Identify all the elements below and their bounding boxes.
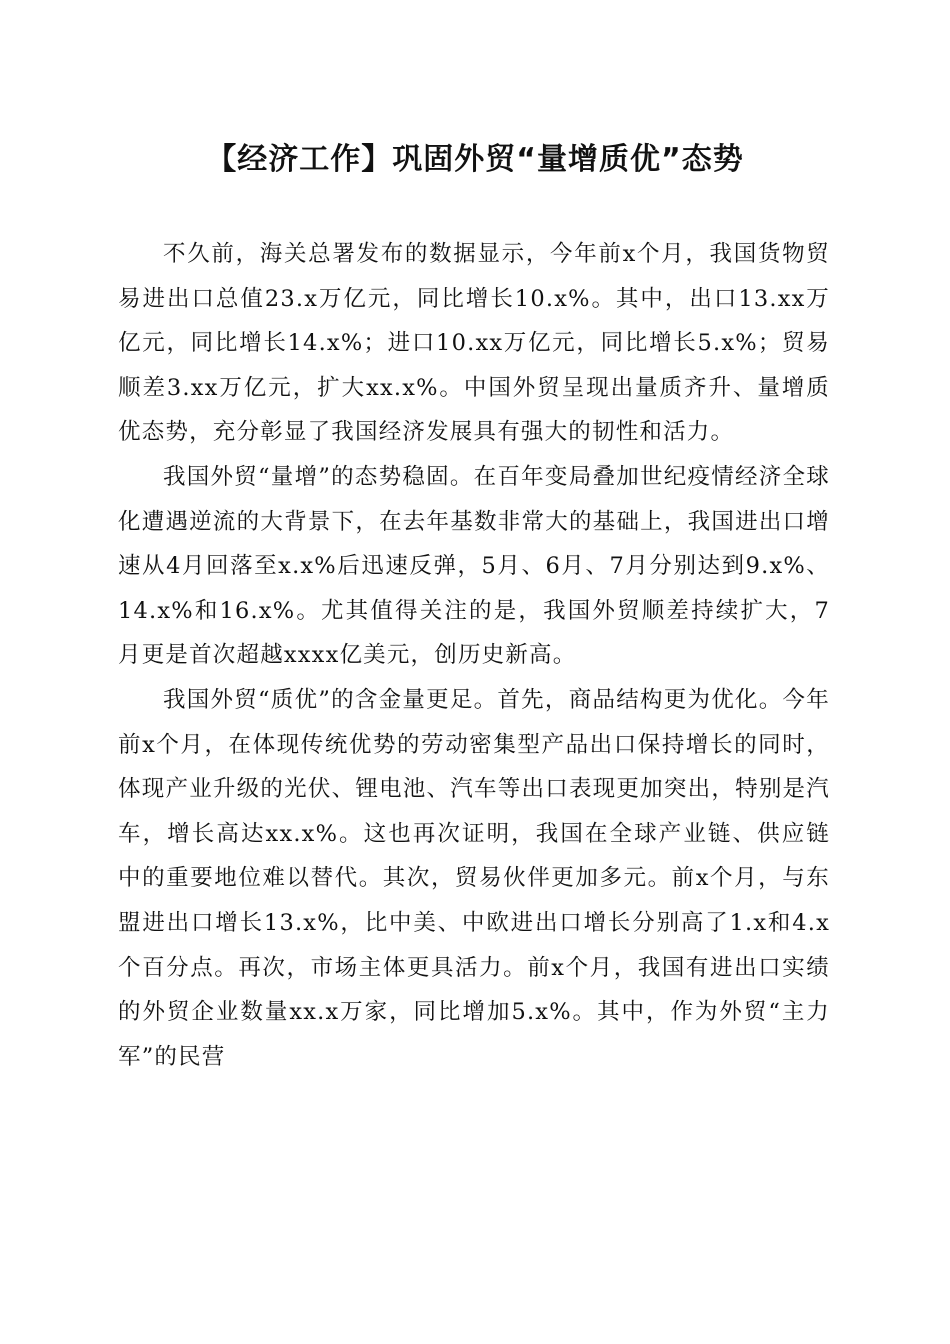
- paragraph-2: 我国外贸“量增”的态势稳固。在百年变局叠加世纪疫情经济全球化遭遇逆流的大背景下，在去年基数非常大的基础上，我国进出口增速从4月回落至x.x%后迅速反弹，5月、6月、7月分别达到9.x%、14.x%和16.x%。尤其值得关注的是，我国外贸顺差持续扩大，7月更是首次超越xxxx亿美元，创历史新高。: [118, 463, 830, 669]
- document-body: [118, 232, 830, 1079]
- paragraph-1: 不久前，海关总署发布的数据显示，今年前x个月，我国货物贸易进出口总值23.x万亿元，同比增长10.x%。其中，出口13.xx万亿元，同比增长14.x%；进口10.xx万亿元，同比增长5.x%；贸易顺差3.xx万亿元，扩大xx.x%。中国外贸呈现出量质齐升、量增质优态势，充分彰显了我国经济发展具有强大的韧性和活力。: [118, 241, 830, 446]
- paragraph-3: 我国外贸“质优”的含金量更足。首先，商品结构更为优化。今年前x个月，在体现传统优势的劳动密集型产品出口保持增长的同时，体现产业升级的光伏、锂电池、汽车等出口表现更加突出，特别是汽车，增长高达xx.x%。这也再次证明，我国在全球产业链、供应链中的重要地位难以替代。其次，贸易伙伴更加多元。前x个月，与东盟进出口增长13.x%，比中美、中欧进出口增长分别高了1.x和4.x个百分点。再次，市场主体更具活力。前x个月，我国有进出口实绩的外贸企业数量xx.x万家，同比增加5.x%。其中，作为外贸“主力军”的民营: [118, 686, 830, 1070]
- document-title: 【经济工作】巩固外贸“量增质优”态势: [206, 142, 744, 177]
